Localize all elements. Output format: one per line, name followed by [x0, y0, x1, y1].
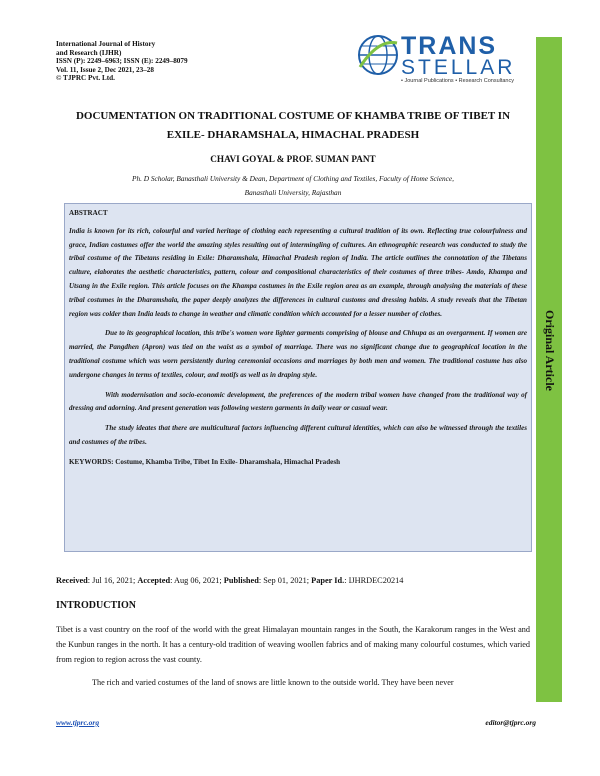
logo-word-stellar: STELLAR	[401, 56, 516, 79]
paper-id: : IJHRDEC20214	[344, 576, 404, 585]
authors: CHAVI GOYAL & PROF. SUMAN PANT	[210, 154, 376, 164]
published-date: : Sep 01, 2021;	[258, 576, 312, 585]
journal-name: International Journal of History	[56, 40, 156, 48]
journal-info	[56, 40, 188, 83]
volume-issue: Vol. 11, Issue 2, Dec 2021, 23–28	[56, 65, 154, 74]
abstract-heading: ABSTRACT	[69, 209, 108, 217]
published-label: Published	[223, 576, 259, 585]
affiliation	[56, 172, 530, 200]
introduction-heading: INTRODUCTION	[56, 600, 137, 611]
abstract-paragraph-3: With modernisation and socio-economic development, the preferences of the modern tribal women have changed from the traditional way of dressing and adorning. And present generation was following western garments in daily wear or casual wear.	[69, 390, 527, 413]
logo-word-trans: TRANS	[401, 32, 498, 60]
copyright: © TJPRC Pvt. Ltd.	[56, 74, 115, 83]
issn: ISSN (P): 2249–6963; ISSN (E): 2249–8079	[56, 57, 188, 66]
transstellar-logo	[357, 30, 532, 90]
footer-website-link[interactable]: www.tjprc.org	[56, 718, 100, 727]
accepted-label: Accepted	[137, 576, 171, 585]
globe-icon	[357, 34, 399, 76]
journal-name-abbrev: and Research (IJHR)	[56, 48, 122, 57]
abstract-paragraph-2: Due to its geographical location, this tribe's women wore lighter garments comprising of blouse and Chhupa as an overgarment. If women are married, the Pangdhen (Apron) was tied on the waist as a symbol of marriage. There was no significant change due to geographical location in the traditional costume which was worn persistently during ceremonial occasions and marriages by both men and women. The traditional costume has also undergone changes in terms of textiles, colour, and motifs as well as in draping style.	[69, 329, 527, 379]
introduction-paragraph-1: Tibet is a vast country on the roof of the world with the great Himalayan mountain ranges in the South, the Karakorum ranges in the West and the Kunbun ranges in the north. It has a century-old tradition of weaving woollen fabrics and of making many colourful costumes, which varied from region to region across the vast county.	[56, 625, 530, 664]
article-type-text: Original Article	[542, 309, 557, 391]
introduction-paragraph-2: The rich and varied costumes of the land of snows are little known to the outside world. They have been never	[92, 678, 454, 687]
received-date: : Jul 16, 2021;	[87, 576, 138, 585]
abstract-paragraph-4: The study ideates that there are multicultural factors influencing different cultural identities, which can also be witnessed through the textiles and costumes of the tribes.	[69, 424, 527, 446]
affiliation-line-1: Ph. D Scholar, Banasthali University & Dean, Department of Clothing and Textiles, Faculty of Home Science,	[132, 174, 454, 183]
abstract-box	[64, 203, 532, 552]
abstract-paragraph-1: India is known for its rich, colourful and varied heritage of clothing each representing a cultural tradition of its own. Reflecting true colourfulness and grace, Indian costumes offer the world the amazing styles resulting out of intermingling of cultures. An ethnographic research was conducted to study the tribal costume of the Tibetans residing in Exile: Dharamshala, Himachal Pradesh region of India. The article outlines the connotation of the Tibetans culture, elaborates the aesthetic characteristics, pattern, colour and compositional characteristics of their costumes of three tribes- Amdo, Khampa and Utsang in the Exile region. This article focuses on the Khampa costumes in the Exile region area as an example, through analysing the materials of these tribal costumes in the Dharamshala, the paper deeply analyzes the differences in cultural customs and dressing habits. A study reveals that the Tibetan region was colder than India leads to change in weather and climatic condition which accounted for a lesser number of clothes.	[69, 226, 527, 318]
footer-email: editor@tjprc.org	[485, 718, 536, 727]
logo-tagline: • Journal Publications • Research Consultancy	[401, 78, 514, 84]
received-label: Received	[56, 576, 88, 585]
keywords: KEYWORDS: Costume, Khamba Tribe, Tibet In Exile- Dharamshala, Himachal Pradesh	[69, 457, 341, 466]
introduction-body	[56, 622, 530, 698]
accepted-date: : Aug 06, 2021;	[170, 576, 224, 585]
article-type-label	[536, 290, 562, 410]
paper-id-label: Paper Id.	[311, 576, 345, 585]
paper-title: DOCUMENTATION ON TRADITIONAL COSTUME OF KHAMBA TRIBE OF TIBET IN EXILE- DHARAMSHALA, HIMACHAL PRADESH	[75, 110, 511, 141]
affiliation-line-2: Banasthali University, Rajasthan	[244, 188, 342, 197]
publication-dates	[56, 576, 403, 585]
